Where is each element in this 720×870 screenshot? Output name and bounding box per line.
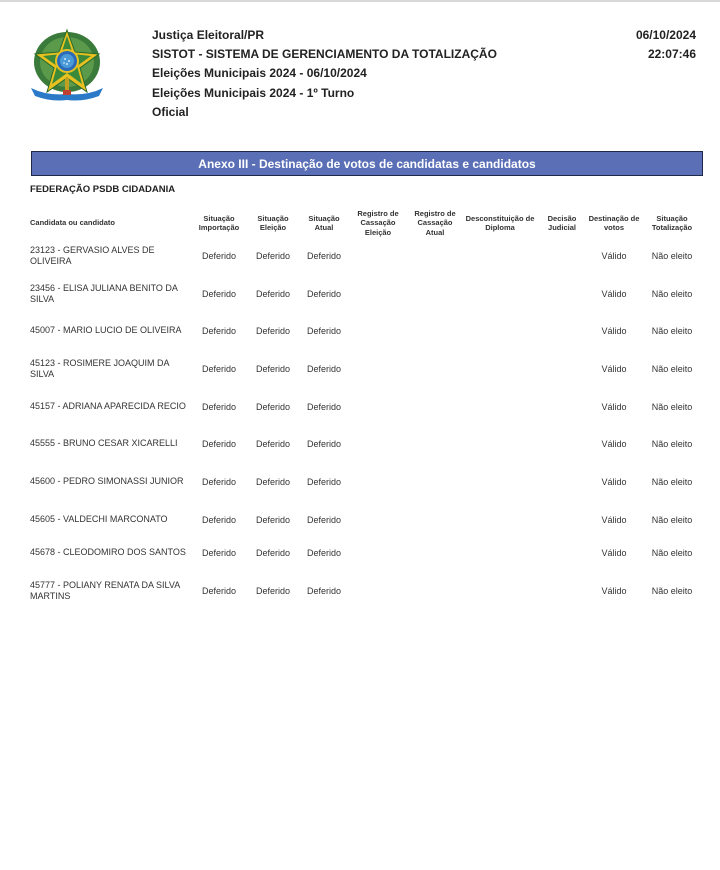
- col-situacao-importacao: Situação Importação: [198, 213, 240, 232]
- col-situacao-totalizacao: Situação Totalização: [651, 213, 693, 232]
- destinacao-votos-cell: Válido: [601, 548, 627, 558]
- situacao-totalizacao-cell: Não eleito: [651, 251, 693, 261]
- situacao-eleicao-cell: Deferido: [255, 586, 291, 596]
- situacao-atual-cell: Deferido: [306, 586, 342, 596]
- table-row: [30, 467, 702, 497]
- report-header: [152, 26, 497, 122]
- situacao-importacao-cell: Deferido: [201, 586, 237, 596]
- situacao-eleicao-cell: Deferido: [255, 548, 291, 558]
- candidate-name: 45678 - CLEODOMIRO DOS SANTOS: [30, 547, 186, 558]
- election-date-line: Eleições Municipais 2024 - 06/10/2024: [152, 66, 367, 81]
- table-row: [30, 576, 702, 606]
- candidate-name: 45555 - BRUNO CESAR XICARELLI: [30, 438, 178, 449]
- section-banner: Anexo III - Destinação de votos de candidatas e candidatos: [31, 151, 703, 176]
- destinacao-votos-cell: Válido: [601, 251, 627, 261]
- situacao-atual-cell: Deferido: [306, 251, 342, 261]
- situacao-importacao-cell: Deferido: [201, 326, 237, 336]
- candidate-name: 45157 - ADRIANA APARECIDA RECIO: [30, 401, 186, 412]
- col-situacao-atual: Situação Atual: [308, 213, 340, 232]
- report-timestamp: [636, 26, 696, 64]
- report-time: 22:07:46: [647, 47, 696, 62]
- situacao-totalizacao-cell: Não eleito: [651, 289, 693, 299]
- candidate-name: 45123 - ROSIMERE JOAQUIM DA SILVA: [30, 357, 170, 379]
- org-name: Justiça Eleitoral/PR: [152, 28, 265, 42]
- destinacao-votos-cell: Válido: [601, 477, 627, 487]
- candidate-name: 45007 - MARIO LUCIO DE OLIVEIRA: [30, 325, 182, 336]
- situacao-atual-cell: Deferido: [306, 548, 342, 558]
- destinacao-votos-cell: Válido: [601, 586, 627, 596]
- situacao-importacao-cell: Deferido: [201, 477, 237, 487]
- col-candidate: Candidata ou candidato: [30, 218, 116, 228]
- table-row: [30, 241, 702, 271]
- situacao-totalizacao-cell: Não eleito: [651, 364, 693, 374]
- col-destinacao-votos: Destinação de votos: [588, 213, 640, 232]
- situacao-eleicao-cell: Deferido: [255, 326, 291, 336]
- report-status: Oficial: [152, 104, 189, 119]
- table-row: [30, 279, 702, 309]
- col-situacao-eleicao: Situação Eleição: [257, 213, 289, 232]
- destinacao-votos-cell: Válido: [601, 439, 627, 449]
- situacao-totalizacao-cell: Não eleito: [651, 515, 693, 525]
- destinacao-votos-cell: Válido: [601, 515, 627, 525]
- situacao-eleicao-cell: Deferido: [255, 251, 291, 261]
- candidate-name: 45777 - POLIANY RENATA DA SILVA MARTINS: [30, 579, 180, 601]
- col-decisao-judicial: Decisão Judicial: [547, 213, 577, 232]
- table-row: [30, 429, 702, 459]
- situacao-atual-cell: Deferido: [306, 477, 342, 487]
- party-name: FEDERAÇÃO PSDB CIDADANIA: [30, 184, 176, 195]
- situacao-totalizacao-cell: Não eleito: [651, 477, 693, 487]
- situacao-atual-cell: Deferido: [306, 402, 342, 412]
- table-row: [30, 316, 702, 346]
- table-row: [30, 505, 702, 535]
- situacao-eleicao-cell: Deferido: [255, 364, 291, 374]
- destinacao-votos-cell: Válido: [601, 402, 627, 412]
- col-registro-cassacao-atual: Registro de Cassação Atual: [414, 208, 456, 237]
- candidate-name: 45605 - VALDECHI MARCONATO: [30, 514, 168, 525]
- situacao-importacao-cell: Deferido: [201, 402, 237, 412]
- situacao-importacao-cell: Deferido: [201, 251, 237, 261]
- table-header: [30, 206, 702, 240]
- situacao-eleicao-cell: Deferido: [255, 439, 291, 449]
- situacao-importacao-cell: Deferido: [201, 289, 237, 299]
- report-date: 06/10/2024: [635, 28, 696, 42]
- situacao-totalizacao-cell: Não eleito: [651, 586, 693, 596]
- top-edge-line: [0, 0, 720, 2]
- situacao-atual-cell: Deferido: [306, 439, 342, 449]
- situacao-atual-cell: Deferido: [306, 515, 342, 525]
- situacao-totalizacao-cell: Não eleito: [651, 402, 693, 412]
- candidate-name: 23123 - GERVASIO ALVES DE OLIVEIRA: [30, 244, 155, 266]
- table-row: [30, 354, 702, 384]
- situacao-eleicao-cell: Deferido: [255, 515, 291, 525]
- round-line: Eleições Municipais 2024 - 1º Turno: [152, 85, 355, 100]
- table-row: [30, 392, 702, 422]
- table-row: [30, 538, 702, 568]
- situacao-importacao-cell: Deferido: [201, 439, 237, 449]
- col-registro-cassacao-eleicao: Registro de Cassação Eleição: [357, 208, 399, 237]
- col-desconstituicao-diploma: Desconstituição de Diploma: [465, 213, 535, 232]
- situacao-importacao-cell: Deferido: [201, 515, 237, 525]
- situacao-totalizacao-cell: Não eleito: [651, 439, 693, 449]
- situacao-atual-cell: Deferido: [306, 326, 342, 336]
- situacao-totalizacao-cell: Não eleito: [651, 326, 693, 336]
- brazil-coat-of-arms-icon: [27, 24, 107, 104]
- destinacao-votos-cell: Válido: [601, 326, 627, 336]
- situacao-totalizacao-cell: Não eleito: [651, 548, 693, 558]
- destinacao-votos-cell: Válido: [601, 289, 627, 299]
- destinacao-votos-cell: Válido: [601, 364, 627, 374]
- situacao-eleicao-cell: Deferido: [255, 289, 291, 299]
- candidate-name: 23456 - ELISA JULIANA BENITO DA SILVA: [30, 282, 178, 304]
- situacao-importacao-cell: Deferido: [201, 548, 237, 558]
- situacao-importacao-cell: Deferido: [201, 364, 237, 374]
- system-name: SISTOT - SISTEMA DE GERENCIAMENTO DA TOTALIZAÇÃO: [152, 47, 497, 62]
- situacao-eleicao-cell: Deferido: [255, 477, 291, 487]
- situacao-atual-cell: Deferido: [306, 289, 342, 299]
- candidate-name: 45600 - PEDRO SIMONASSI JUNIOR: [30, 476, 184, 487]
- situacao-atual-cell: Deferido: [306, 364, 342, 374]
- situacao-eleicao-cell: Deferido: [255, 402, 291, 412]
